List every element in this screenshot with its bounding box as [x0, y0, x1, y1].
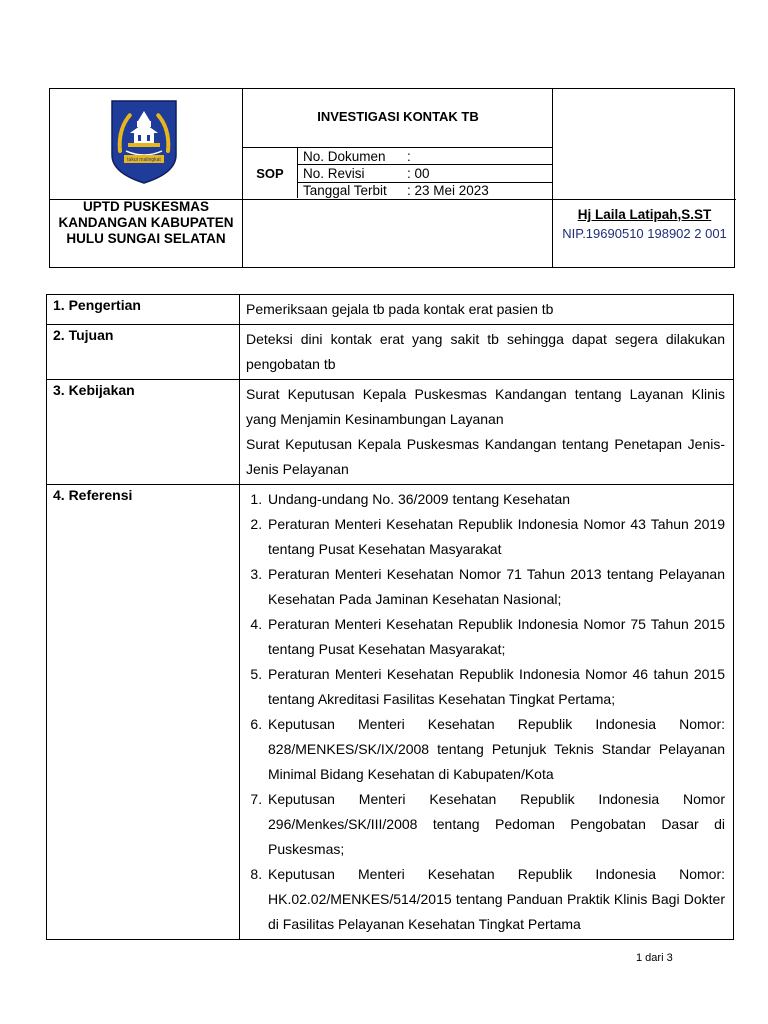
section-content: [240, 380, 734, 485]
section-row-tujuan: [47, 325, 734, 380]
section-content: [240, 325, 734, 380]
reference-item: 7. Keputusan Menteri Kesehatan Republik Indonesia Nomor 296/Menkes/SK/III/2008 tentang Pedoman Pengobatan Dasar di Puskesmas;: [266, 787, 725, 862]
section-paragraph: Pemeriksaan gejala tb pada kontak erat pasien tb: [246, 301, 554, 317]
header-divider: [242, 147, 552, 148]
sop-content-table: [46, 294, 734, 940]
meta-row-revision: [303, 166, 430, 182]
section-paragraph: Surat Keputusan Kepala Puskesmas Kandangan tentang Penetapan Jenis-Jenis Pelayanan: [246, 436, 725, 477]
meta-label: Tanggal Terbit: [303, 183, 387, 198]
document-title: INVESTIGASI KONTAK TB: [317, 109, 479, 124]
section-label: 3. Kebijakan: [47, 380, 240, 485]
section-content: [240, 295, 734, 325]
regency-emblem-logo: [110, 99, 178, 185]
meta-value: : 23 Mei 2023: [407, 183, 489, 198]
meta-label: No. Dokumen: [303, 149, 386, 164]
reference-list: [246, 487, 725, 937]
meta-row-issue-date: [303, 183, 489, 199]
section-paragraph: Deteksi dini kontak erat yang sakit tb sehingga dapat segera dilakukan pengobatan tb: [246, 331, 725, 372]
section-paragraph: Surat Keputusan Kepala Puskesmas Kandangan tentang Layanan Klinis yang Menjamin Kesinambungan Layanan: [246, 386, 725, 427]
organization-name: UPTD PUSKESMAS KANDANGAN KABUPATEN HULU SUNGAI SELATAN: [58, 199, 234, 246]
meta-value: : 00: [407, 166, 430, 181]
signer-name: Hj Laila Latipah,S.ST: [577, 207, 712, 222]
svg-text:takut malingkat: takut malingkat: [127, 157, 161, 163]
document-header: [49, 88, 735, 268]
section-row-kebijakan: [47, 380, 734, 485]
reference-item: 6. Keputusan Menteri Kesehatan Republik Indonesia Nomor: 828/MENKES/SK/IX/2008 tentang Petunjuk Teknis Standar Pelayanan Minimal Bidang Kesehatan di Kabupaten/Kota: [266, 712, 725, 787]
header-divider: [297, 147, 298, 198]
meta-label: No. Revisi: [303, 166, 365, 181]
section-label: 4. Referensi: [47, 485, 240, 940]
section-label: 2. Tujuan: [47, 325, 240, 380]
signer-nip: NIP.19690510 198902 2 001: [562, 226, 727, 241]
meta-value: :: [407, 149, 411, 164]
sop-label: SOP: [256, 166, 284, 181]
page-number: 1 dari 3: [636, 952, 673, 964]
reference-item: 5. Peraturan Menteri Kesehatan Republik Indonesia Nomor 46 tahun 2015 tentang Akreditasi Fasilitas Kesehatan Tingkat Pertama;: [266, 662, 725, 712]
reference-item: 1. Undang-undang No. 36/2009 tentang Kesehatan: [266, 487, 725, 512]
reference-item: 3. Peraturan Menteri Kesehatan Nomor 71 Tahun 2013 tentang Pelayanan Kesehatan Pada Jaminan Kesehatan Nasional;: [266, 562, 725, 612]
reference-item: 4. Peraturan Menteri Kesehatan Republik Indonesia Nomor 75 Tahun 2015 tentang Pusat Kesehatan Masyarakat;: [266, 612, 725, 662]
reference-item: 8. Keputusan Menteri Kesehatan Republik Indonesia Nomor: HK.02.02/MENKES/514/2015 tentang Panduan Praktik Klinis Bagi Dokter di Fasilitas Pelayanan Kesehatan Tingkat Pertama: [266, 862, 725, 937]
section-content: [240, 485, 734, 940]
meta-row-document-number: [303, 149, 411, 165]
section-label: 1. Pengertian: [47, 295, 240, 325]
reference-item: 2. Peraturan Menteri Kesehatan Republik Indonesia Nomor 43 Tahun 2019 tentang Pusat Kesehatan Masyarakat: [266, 512, 725, 562]
section-row-referensi: [47, 485, 734, 940]
section-row-pengertian: [47, 295, 734, 325]
